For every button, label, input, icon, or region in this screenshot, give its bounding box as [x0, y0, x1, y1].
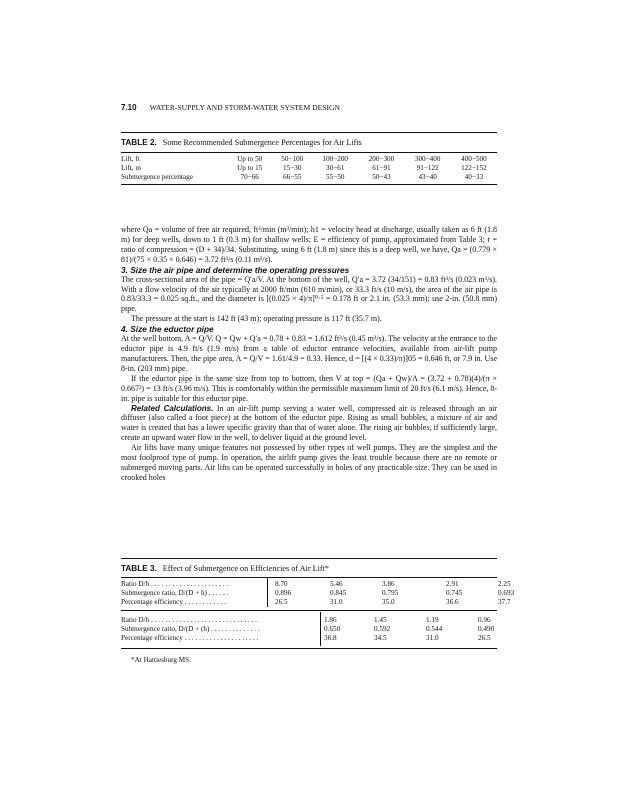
table3-mid-rule: [121, 610, 497, 611]
table2-label: TABLE 2.: [121, 138, 157, 147]
table-cell: 37.7: [498, 598, 511, 606]
table-cell: 36.8: [324, 634, 337, 642]
table3-header-rule: [121, 577, 497, 578]
row-label: Percentage efficiency . . . . . . . . . . . .: [121, 598, 227, 606]
running-header: [121, 103, 497, 112]
table-cell: 55−50: [326, 173, 345, 181]
column-divider: [320, 612, 321, 646]
table-cell: 31.0: [330, 598, 343, 606]
body-text: [121, 225, 497, 483]
table3-top-rule: [121, 558, 497, 559]
table-cell: 50−100: [281, 155, 304, 163]
table2: [121, 155, 497, 182]
table-cell: 0.795: [382, 589, 399, 597]
table-cell: 31.0: [426, 634, 439, 642]
table-cell: 0.592: [374, 625, 391, 633]
row-label: Submergence ratio, D/(D + (h) . . . . . . . . . . . . . .: [121, 625, 260, 633]
table-cell: 2.91: [446, 580, 459, 588]
table-row: [121, 580, 528, 589]
table3-bottom-rule: [121, 648, 497, 649]
table-cell: 91−122: [416, 164, 439, 172]
table-cell: 0.96: [478, 616, 491, 624]
table-cell: 0.745: [446, 589, 463, 597]
paragraph: where Qa = volume of free air required, ft³/min (m³/min); h1 = velocity head at discharge, usually taken as 6 ft (1.8 m) for deep wells, down to 1 ft (0.3 m) for shallow wells; E = efficiency of pump, approximated from Table 3; r = ratio of compression = (D + 34)/34. Substituting, using 6 ft (1.8 m) since this is a deep well, we have, Qa = (0.779 × 81)/(75 × 0.35 × 0.646) = 3.72 ft³/s (0.11 m³/s).: [121, 225, 497, 264]
related-calculations-paragraph: [121, 404, 497, 444]
table-cell: 3.86: [382, 580, 395, 588]
row-label: Submergence ratio, D/(D + h) . . . . . .: [121, 589, 229, 597]
table-cell: 2.25: [498, 580, 511, 588]
table2-title: Some Recommended Submergence Percentages for Air Lifts: [162, 138, 362, 147]
table-cell: 26.5: [275, 598, 288, 606]
page-number: 7.10: [121, 103, 137, 112]
table-cell: Up to 50: [237, 155, 263, 163]
table-row: [121, 155, 497, 164]
table-cell: 0.650: [324, 625, 341, 633]
table-cell: Up to 15: [237, 164, 263, 172]
table-cell: 0.845: [330, 589, 347, 597]
table-cell: 1.19: [426, 616, 439, 624]
table-row: [121, 634, 508, 643]
table2-header-rule: [121, 152, 497, 153]
table-cell: 1.86: [324, 616, 337, 624]
table-cell: 36.6: [446, 598, 459, 606]
row-label: Lift, ft: [121, 155, 140, 163]
table-cell: 26.5: [478, 634, 491, 642]
table3-label: TABLE 3.: [121, 564, 157, 573]
table2-caption: [121, 138, 362, 147]
row-label: Ratio D/h . . . . . . . . . . . . . . . . . . . . . .: [121, 580, 229, 588]
table-cell: 0.544: [426, 625, 443, 633]
step-heading-4: 4. Size the eductor pipe: [121, 324, 214, 335]
table-cell: 15−30: [283, 164, 302, 172]
row-label: Percentage efficiency . . . . . . . . . . . . . . . . . . . . .: [121, 634, 259, 642]
table-cell: 300−400: [414, 155, 441, 163]
table-cell: 61−91: [372, 164, 391, 172]
related-calculations-heading: Related Calculations.: [131, 403, 214, 413]
table-row: [121, 173, 497, 182]
table2-bottom-rule: [121, 184, 497, 185]
table-cell: 40−33: [464, 173, 484, 181]
paragraph-text: In an air-lift pump serving a water well, compressed air is released through an air diffuser (also called a foot piece) at the bottom of the eductor pipe. Rising as small bubbles, a mixture of air and water is created that has a lower specific gravity than that of water alone. The rising air bubbles, if sufficiently large, create an upward water flow in the well, to deliver liquid at the ground level.: [121, 403, 498, 443]
paragraph: If the eductor pipe is the same size from top to bottom, then V at top = (Qa + Qw)/A = (3.72 + 0.78)(4)/(π × 0.667²) = 13 ft/s (3.96 m/s). This is comfortably within the permissible maximum limit of 20 ft/s (6.1 m/s). Hence, 8-in. pipe is suitable for this eductor pipe.: [121, 373, 497, 403]
row-label: Submergence percentage: [121, 173, 193, 181]
table-row: [121, 616, 508, 625]
table-cell: 30−61: [326, 164, 345, 172]
table-cell: 70−66: [240, 173, 259, 181]
table-cell: 0.896: [275, 589, 292, 597]
column-divider: [267, 578, 268, 607]
running-title: WATER-SUPPLY AND STORM-WATER SYSTEM DESIGN: [149, 103, 340, 112]
table-cell: 34.5: [374, 634, 387, 642]
table-cell: 43−40: [418, 173, 437, 181]
table-cell: 400−500: [461, 155, 487, 163]
row-label: Ratio D/h . . . . . . . . . . . . . . . . . . . . . . . . . . . . . .: [121, 616, 257, 624]
row-label: Lift, m: [121, 164, 141, 172]
table2-top-rule: [121, 132, 497, 133]
table3-caption: [121, 564, 329, 573]
paragraph: Air lifts have many unique features not possessed by other types of well pumps. They are the simplest and the most foolproof type of pump. In operation, the airlift pump gives the least trouble because there are no remote or submerged moving parts. Air lifts can be operated successfully in holes of any practicable size. They can be used in crooked holes: [121, 443, 497, 482]
table-cell: 35.0: [382, 598, 395, 606]
table-cell: 122−152: [461, 164, 487, 172]
table3-block1: [121, 580, 528, 607]
step-heading-3: 3. Size the air pipe and determine the operating pressures: [121, 264, 350, 275]
table-cell: 0.693: [498, 589, 515, 597]
paragraph: The cross-sectional area of the pipe = Q′a/V. At the bottom of the well, Q′a = 3.72 (34/151) = 0.83 ft³/s (0.023 m³/s). With a flow velocity of the air typically at 2000 ft/min (610 m/min), or 33.3 ft/s (10 m/s), the area of the air pipe is 0.83/33.3 = 0.025 sq.ft., and the diameter is [(0.025 × 4)/π]⁰·⁵ = 0.178 ft or 2.1 in. (53.3 mm); use 2-in. (50.8 mm) pipe.: [121, 274, 497, 314]
table-cell: 200−300: [368, 155, 395, 163]
table3-block2: [121, 616, 508, 643]
paragraph: At the well bottom, A = Q/V. Q = Qw + Q′a = 0.78 + 0.83 = 1.612 ft³/s (0.45 m³/s). The velocity at the entrance to the eductor pipe is 4.9 ft/s (1.9 m/s) from a table of eductor entrance velocities, available from air-lift pump manufacturers. Then, the pipe area, A = Q/V = 1.61/4.9 = 0.33. Hence, d = [(4 × 0.33)/π)]05 = 0.646 ft, or 7.9 in. Use 8-in. (203 mm) pipe.: [121, 334, 497, 373]
table-row: [121, 164, 497, 173]
paragraph: The pressure at the start is 142 ft (43 m); operating pressure is 117 ft (35.7 m).: [131, 314, 382, 324]
table-row: [121, 589, 528, 598]
table-cell: 8.70: [275, 580, 288, 588]
table3-title: Effect of Submergence on Efficiencies of Air Lift*: [162, 564, 329, 573]
table-cell: 5.46: [330, 580, 343, 588]
table-cell: 1.45: [374, 616, 387, 624]
table-cell: 50−43: [372, 173, 391, 181]
table-row: [121, 625, 508, 634]
table-cell: 0.490: [478, 625, 495, 633]
table-row: [121, 598, 528, 607]
table-cell: 66−55: [283, 173, 302, 181]
table-cell: 100−200: [322, 155, 349, 163]
table3-footnote: *At Hattiesburg MS.: [131, 656, 191, 664]
